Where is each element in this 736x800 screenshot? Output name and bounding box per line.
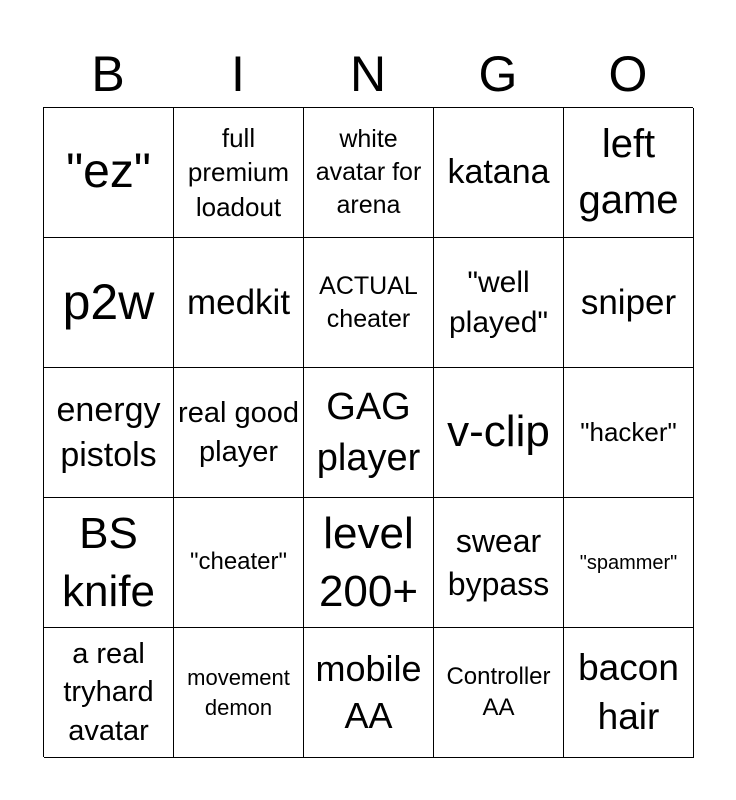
bingo-cell[interactable] — [174, 498, 304, 628]
bingo-cell-text: bacon hair — [578, 646, 679, 737]
bingo-cell-text: v-clip — [447, 407, 550, 457]
bingo-cell-text: energy pistols — [56, 391, 161, 474]
bingo-cell[interactable] — [304, 368, 434, 498]
bingo-cell-text: level 200+ — [318, 509, 419, 616]
header-letter-i: I — [231, 46, 245, 102]
bingo-cell[interactable] — [44, 368, 174, 498]
bingo-cell[interactable] — [564, 628, 694, 758]
bingo-cell[interactable] — [44, 108, 174, 238]
bingo-cell-text: white avatar for arena — [315, 125, 422, 219]
bingo-cell[interactable] — [564, 238, 694, 368]
bingo-board — [43, 107, 693, 757]
bingo-cell-text: full premium loadout — [187, 123, 290, 222]
bingo-cell[interactable] — [44, 628, 174, 758]
bingo-cell[interactable] — [564, 498, 694, 628]
bingo-cell[interactable] — [174, 108, 304, 238]
bingo-cell[interactable] — [44, 238, 174, 368]
bingo-cell[interactable] — [434, 108, 564, 238]
bingo-cell[interactable] — [564, 108, 694, 238]
bingo-cell[interactable] — [174, 238, 304, 368]
header-letter-n: N — [349, 46, 387, 102]
bingo-header — [43, 40, 693, 108]
bingo-cell[interactable] — [304, 628, 434, 758]
bingo-cell[interactable] — [434, 498, 564, 628]
bingo-cell[interactable] — [304, 238, 434, 368]
bingo-cell-text: Controller AA — [446, 662, 551, 721]
bingo-cell-text: ACTUAL cheater — [319, 272, 418, 333]
bingo-cell[interactable] — [434, 238, 564, 368]
bingo-cell-text: medkit — [186, 282, 291, 322]
bingo-cell[interactable] — [304, 498, 434, 628]
bingo-cell-text: "ez" — [66, 145, 151, 199]
bingo-cell-text: katana — [447, 153, 550, 192]
bingo-cell[interactable] — [434, 368, 564, 498]
bingo-cell-text: a real tryhard avatar — [63, 637, 154, 747]
bingo-cell-text: BS knife — [62, 509, 155, 616]
header-letter-b: B — [91, 46, 125, 102]
bingo-cell-text: swear bypass — [447, 523, 550, 602]
bingo-cell-text: GAG player — [316, 386, 421, 479]
bingo-cell-text: movement demon — [187, 665, 290, 720]
bingo-cell[interactable] — [564, 368, 694, 498]
bingo-cell-text: left game — [578, 122, 679, 222]
bingo-cell-text: real good player — [178, 396, 299, 468]
bingo-cell[interactable] — [174, 628, 304, 758]
bingo-cell[interactable] — [304, 108, 434, 238]
bingo-cell-text: p2w — [62, 274, 155, 330]
bingo-cell-text: mobile AA — [315, 647, 422, 736]
bingo-cell-text: "cheater" — [189, 548, 288, 576]
bingo-cell[interactable] — [174, 368, 304, 498]
header-letter-o: O — [608, 46, 648, 102]
bingo-cell[interactable] — [44, 498, 174, 628]
bingo-cell-text: "hacker" — [580, 416, 677, 447]
bingo-cell-text: "spammer" — [579, 551, 678, 574]
bingo-cell-text: sniper — [580, 282, 677, 322]
bingo-cell[interactable] — [434, 628, 564, 758]
header-letter-g: G — [478, 46, 518, 102]
bingo-cell-text: "well played" — [448, 265, 549, 339]
